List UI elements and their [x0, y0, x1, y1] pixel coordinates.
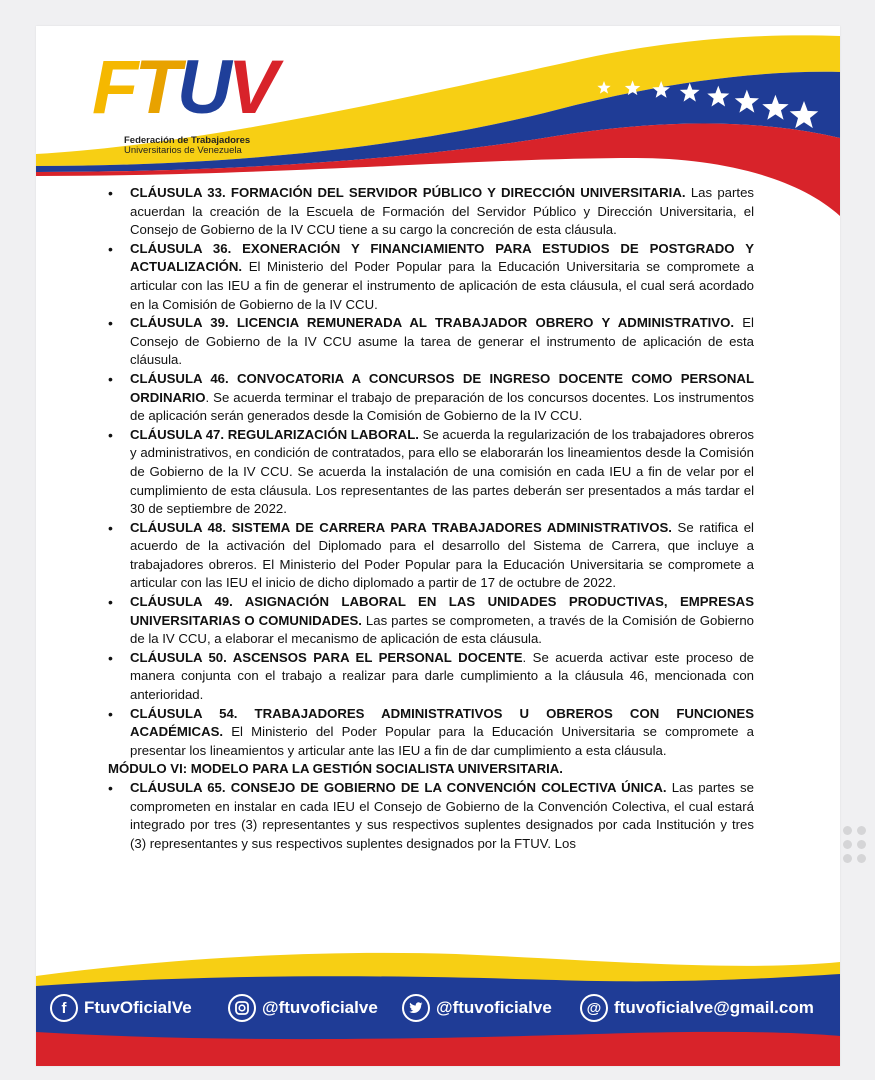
clause-body: Las partes se comprometen en instalar en cada IEU el Consejo de Gobierno de la Convención Colectiva, el cual estará integrado por tres (3) representantes y sus respectivos suplentes designados por cada Institución y tres (3) representantes y sus respectivos suplentes designados por la FTUV. Los	[130, 780, 754, 851]
clause-title: CLÁUSULA 46. CONVOCATORIA A CONCURSOS DE INGRESO DOCENTE COMO PERSONAL ORDINARIO	[130, 370, 754, 405]
logo-letter-t: T	[134, 45, 177, 130]
instagram-link[interactable]	[228, 994, 378, 1022]
clause-item	[108, 593, 754, 649]
social-links	[36, 984, 840, 1036]
clause-item	[108, 426, 754, 519]
clause-body: Se acuerda la regularización de los trabajadores obreros y administrativos, en condición de contratados, para ello se elaborarán los lineamientos desde la Comisión de Gobierno de la IV CCU. Se acuerda la instalación de una comisión en cada IEU a fin de velar por el cumplimiento de esta cláusula. Los representantes de las partes deberán ser presentados a más tardar el 30 de septiembre de 2022.	[130, 426, 755, 517]
clause-title: CLÁUSULA 36. EXONERACIÓN Y FINANCIAMIENTO PARA ESTUDIOS DE POSTGRADO Y ACTUALIZACIÓN.	[130, 240, 754, 275]
star-icon	[790, 101, 819, 128]
clause-title: CLÁUSULA 49. ASIGNACIÓN LABORAL EN LAS UNIDADES PRODUCTIVAS, EMPRESAS UNIVERSITARIAS O COMUNIDADES.	[130, 594, 754, 628]
clause-title: CLÁUSULA 33. FORMACIÓN DEL SERVIDOR PÚBLICO Y DIRECCIÓN UNIVERSITARIA.	[130, 185, 686, 200]
ftuv-logo	[84, 46, 274, 166]
logo-subtitle	[124, 136, 250, 156]
document-page	[36, 26, 840, 1066]
twitter-handle: @ftuvoficialve	[436, 998, 552, 1017]
facebook-icon: f	[50, 994, 78, 1022]
module-heading: MÓDULO VI: MODELO PARA LA GESTIÓN SOCIALISTA UNIVERSITARIA.	[108, 761, 563, 777]
star-icon	[735, 90, 759, 113]
twitter-link[interactable]	[402, 994, 552, 1022]
clause-item	[108, 240, 754, 314]
logo-letter-u: U	[176, 45, 228, 130]
clause-body: Las partes acuerdan la creación de la Escuela de Formación del Servidor Público y Dirección Universitaria, el Consejo de Gobierno de la IV CCU tiene a su cargo la concreción de esta cláusula.	[130, 185, 754, 238]
star-icon	[652, 81, 670, 98]
clause-item	[108, 314, 754, 370]
clause-title: CLÁUSULA 48. SISTEMA DE CARRERA PARA TRABAJADORES ADMINISTRATIVOS.	[130, 519, 672, 535]
instagram-handle: @ftuvoficialve	[262, 998, 378, 1017]
clause-list-module-vi	[108, 779, 754, 853]
star-icon	[762, 95, 788, 120]
clause-title: CLÁUSULA 50. ASCENSOS PARA EL PERSONAL DOCENTE	[130, 649, 523, 665]
document-body	[108, 184, 754, 853]
drag-handle-icon[interactable]	[843, 826, 873, 856]
star-icon	[680, 83, 700, 102]
clause-item	[108, 705, 754, 761]
clause-item	[108, 370, 754, 426]
clause-body: . Se acuerda terminar el trabajo de preparación de los concursos docentes. Los instrumentos de aplicación serán generados desde la Comisión de Gobierno de la IV CCU.	[130, 389, 754, 424]
star-icon	[707, 86, 729, 107]
logo-wordmark	[92, 46, 274, 130]
logo-letter-v: V	[227, 45, 275, 130]
clause-item	[108, 519, 754, 593]
org-name-line1: Federación de Trabajadores	[124, 135, 251, 146]
twitter-icon	[402, 994, 430, 1022]
clause-title: CLÁUSULA 47. REGULARIZACIÓN LABORAL.	[130, 426, 419, 442]
clause-body: El Ministerio del Poder Popular para la Educación Universitaria se compromete a presentar los lineamientos y articular ante las IEU a fin de dar cumplimiento a esta cláusula.	[130, 724, 754, 758]
org-name-line2: Universitarios de Venezuela	[124, 145, 242, 156]
instagram-icon	[228, 994, 256, 1022]
clause-body: El Ministerio del Poder Popular para la Educación Universitaria se compromete a articular con las IEU a fin de generar el instrumento de aplicación de esta cláusula, el cual será acordado en la Comisión de Gobierno de la IV CCU.	[130, 259, 754, 312]
clause-list	[108, 184, 754, 760]
clause-title: CLÁUSULA 39. LICENCIA REMUNERADA AL TRABAJADOR OBRERO Y ADMINISTRATIVO.	[130, 315, 735, 331]
clause-title: CLÁUSULA 54. TRABAJADORES ADMINISTRATIVOS U OBREROS CON FUNCIONES ACADÉMICAS.	[130, 705, 754, 740]
clause-item	[108, 649, 754, 705]
stars-arc	[594, 78, 834, 138]
clause-item	[108, 184, 754, 240]
clause-body: Se ratifica el acuerdo de la activación del Diplomado para el desarrollo del Sistema de Carrera, que incluye a trabajadores obreros. El Ministerio del Poder Popular para la Educación Universitaria se compromete a articular con las IEU el inicio de dicho diplomado a partir de 17 de octubre de 2022.	[130, 519, 754, 591]
clause-body: . Se acuerda activar este proceso de manera conjunta con el trabajo a realizar para darle cumplimiento a la cláusula 46, mencionada con anterioridad.	[130, 649, 754, 703]
facebook-handle: FtuvOficialVe	[84, 998, 192, 1017]
facebook-link[interactable]	[50, 994, 192, 1022]
star-icon	[625, 80, 640, 95]
star-icon	[597, 81, 610, 94]
email-icon: @	[580, 994, 608, 1022]
clause-body: Las partes se comprometen, a través de la Comisión de Gobierno de la IV CCU, a elaborar el mecanismo de aplicación de esta cláusula.	[130, 612, 754, 647]
logo-letter-f: F	[92, 45, 135, 130]
clause-title: CLÁUSULA 65. CONSEJO DE GOBIERNO DE LA CONVENCIÓN COLECTIVA ÚNICA.	[130, 780, 667, 795]
clause-body: El Consejo de Gobierno de la IV CCU asume la tarea de generar el instrumento de aplicación de esta cláusula.	[130, 315, 754, 368]
clause-item	[108, 779, 754, 853]
email-address: ftuvoficialve@gmail.com	[614, 998, 814, 1017]
email-link[interactable]	[580, 994, 814, 1022]
